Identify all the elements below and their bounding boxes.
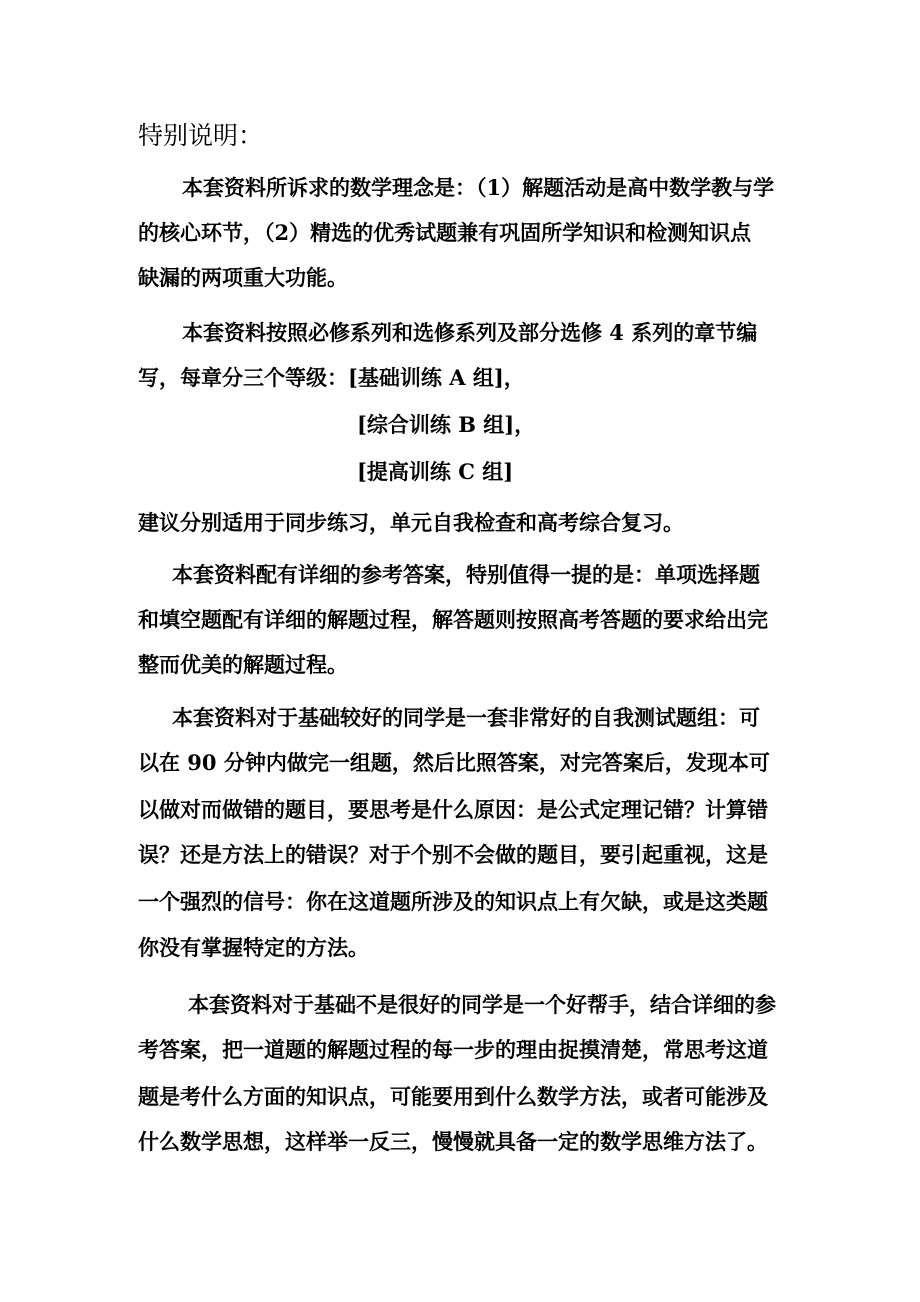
paragraph-line: 建议分别适用于同步练习，单元自我检查和高考综合复习。 (138, 510, 684, 535)
paragraph-line: 一个强烈的信号：你在这道题所涉及的知识点上有欠缺，或是这类题 (138, 889, 768, 914)
paragraph-line: 和填空题配有详细的解题过程，解答题则按照高考答题的要求给出完 (138, 607, 768, 632)
paragraph-line: 整而优美的解题过程。 (138, 652, 348, 677)
paragraph-line: 误？还是方法上的错误？对于个别不会做的题目，要引起重视，这是 (138, 842, 768, 867)
paragraph-line: 题是考什么方面的知识点，可能要用到什么数学方法，或者可能涉及 (138, 1084, 768, 1109)
paragraph-line: 以做对而做错的题目，要思考是什么原因：是公式定理记错？计算错 (138, 797, 768, 822)
paragraph-line: 本套资料按照必修系列和选修系列及部分选修 4 系列的章节编 (182, 320, 758, 345)
paragraph-line: 什么数学思想，这样举一反三，慢慢就具备一定的数学思维方法了。 (138, 1129, 768, 1154)
paragraph-line: 写，每章分三个等级：[基础训练 A 组]， (138, 365, 525, 390)
paragraph-line: 考答案，把一道题的解题过程的每一步的理由捉摸清楚，常思考这道 (138, 1037, 768, 1062)
paragraph-line: 本套资料对于基础不是很好的同学是一个好帮手，结合详细的参 (188, 992, 776, 1017)
paragraph-line: 本套资料所诉求的数学理念是：（1）解题活动是高中数学教与学 (182, 175, 775, 200)
paragraph-line: 的核心环节，（2）精选的优秀试题兼有巩固所学知识和检测知识点 (138, 220, 752, 245)
paragraph-line: 缺漏的两项重大功能。 (138, 265, 348, 290)
paragraph-line: 以在 90 分钟内做完一组题，然后比照答案，对完答案后，发现本可 (138, 750, 770, 775)
paragraph-line: 你没有掌握特定的方法。 (138, 935, 369, 960)
level-label-c: [提高训练 C 组] (357, 459, 514, 484)
page-title: 特别说明： (138, 121, 264, 150)
paragraph-line: 本套资料对于基础较好的同学是一套非常好的自我测试题组：可 (172, 705, 760, 730)
level-label-b: [综合训练 B 组]， (357, 412, 536, 437)
paragraph-line: 本套资料配有详细的参考答案，特别值得一提的是：单项选择题 (172, 562, 760, 587)
